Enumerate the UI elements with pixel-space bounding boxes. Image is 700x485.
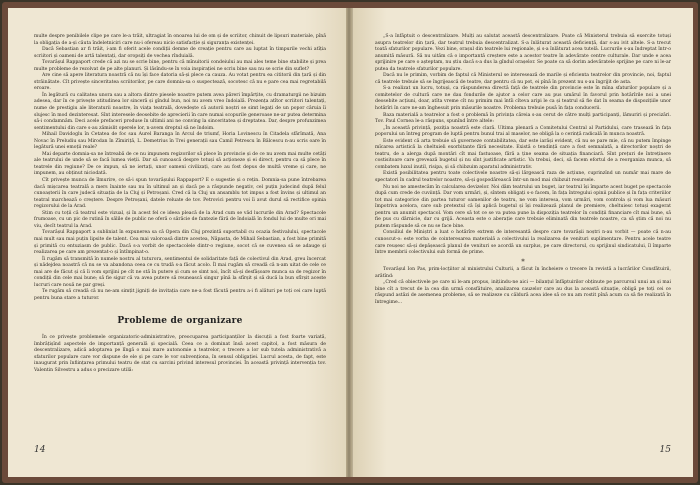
paragraph: Nu noi ne amestecăm în calcularea devizelor. Noi dăm teatrului un buget, iar teatrul își împarte acest buget pe spectacole după cum crede de cuviință. Dar vom urmări, și, sîntem obligați s-o facem, în fața întregului opinii publice și în fața criteriilor tot mai categorice din partea tuturor oamenilor de teatru, ne vom interesa, vom urmări, vom controla și vom lua măsuri împotriva acelora, care sub pretextul că își aplică bugetul și își realizează planul de premiere, cheltuiesc totuși exagerat pentru un anumit spectacol. Vom cere să tot ce se va putea pune la dispoziția teatrelor în condiții financiare cît mai bune, să fie pus cu dărnicie, dar cu grijă. Aceasta este o aberație care trebuie eliminată din teatrele noastre, ca să știm că noi nu putem răspunde să ce nu se face bine. [375, 184, 671, 229]
paragraph: Există posibilitatea pentru toate colectivele noastre să-și lărgească raza de acțiune, cuprinzînd un număr mai mare de spectatori în cadrul teatrelor noastre, să-și gospodărească într-un mod mai chibzuit resursele. [375, 171, 671, 184]
paragraph: Are cine să apere literatura noastră că nu își face datoria să-și plece ca cauza. Au votat pentru ea cititorii din țară și din străinătate. Cît privește sinceritatea scriitorilor, pe care domnia-sa o suspectează, socotesc că nu e pare cea mai regretabilă eroare. [34, 73, 326, 92]
paragraph: Îi rugăm să transmită în numele nostru al tuturora, sentimentul de solidaritate față de colectivul din Arad, greu încercat și nădejdea noastră că nu se va abandona ceea ce cu trudă s-a făcut acolo. Îl mai rugăm să creadă că n-am uitat de cele ce mai are de făcut și că îi vom sprijini pe cît ne stă în putere și cum se simt noi, încît să-și desfășoare munca sa de regizor în condiții din cele mai bune; să fie sigur că va avea putere să reunească singur pînă la sfîrșit și să ducă la bun sfîrșit aceste lucruri care nouă ne par greși. [34, 256, 326, 288]
right-page-text [375, 34, 671, 306]
paragraph: S-a realizat un lucru, totuși, ca răspunderea directă față de teatrele din provincie este în mîna sfaturilor populare și a comitetelor de cultură care ne dau fondurile de ajutor a celor care au pus umărul în favorul prin hotărîrile noi a unei deosebite acțiuni, doar, atîta vreme cît nu primim mai întîi cîteva aripi le ca și teatrul să fie dat în seama de dispozițiile unor hotărîri în care ne-am înghesuit prin măsurile noastre. Problema trebuie pusă în fața conducerii. [375, 86, 671, 112]
paragraph: Dacă Sebastian ar fi trăit, i-am fi oferit acele condiții demne de creație pentru care au luptat în timpurile vechi atîția scriitori și oameni de artă talentați, dar oropsiți de vechea rînduială. [34, 47, 326, 59]
paragraph: Cît privește munca de îlmurire, ce să-i spun tovarășului Rappaport? E o sugestie și o rețin. Domnia-sa pune întrebarea dacă mișcarea teatrală a mers înainte sau nu în ultimul an și dacă pe a răspunde negativ, cel puțin judecind după felul cunoașterii în care judecă situația de la Cluj și Petroșani. Cred că la Cluj un ansamblu tot impus a fost învins și ultimul an teatral marchează o creștere. Despre Petroșani, datele reluate de tov. Petrovici pentru voi îi avut durul să rectifice opinia regizorului de la Arad. [34, 178, 326, 210]
paragraph: multe despre penibilele clipe pe care le-a trăit, ultragiat în onoarea lui de om și de scriitor, chinuit de lipsuri materiale, pînă la obligația de a-și căuta îndeletniciri care nu-i ofereau nicio satisfacție și siguranța existenței. [34, 34, 326, 46]
paragraph: „În această privință, poziția noastră este clară. Ultima plenară a Comitetului Central al Partidului, care trasează în fața poporului un întreg program de luptă pentru bunul trai al maselor, ne obligă la o cerință radicală în munca noastră. [375, 125, 671, 138]
paragraph: Tovarășul Ion Pas, prim-locțiitor al ministrului Culturii, a făcut în încheiere o trecere în revistă a lucrărilor Consfătuirii, arătînd: [375, 267, 671, 279]
paragraph: Mai departe domnia-sa ne întreabă de ce nu impunem regizorilor să plece în provincie și de ce nu avem mai multe cetăți ale teatrului de unde să se facă lumea vieții. Dar să cunoască despre totuși să acționeze și ei direct, pentru ca să plece în teatrele din regiune? De ce impun, să ne iertați, unor oameni civilizați, care au fost depus de multă vreme și care, ne impunem, au obținut niciodată. [34, 151, 326, 177]
right-page [352, 8, 693, 477]
left-page-text [34, 34, 326, 374]
left-page [8, 8, 347, 477]
paragraph: Este evident că arta trebuie să guverneze contabilitatea, dar este iarăși evident, că nu se pare mie, că nu putem împinge mîcarea artistică la cheltuieli exorbitante fără necesitate. Există o tendință care a fost semnalată, a directorilor noștri de teatru, de a alerga după montări cît mai fastuoase, fără a ține seama de situația financiară. Sînt prețuri de întreținere costisitoare care grevează bugetul și nu sînt justificate artistic. Va trebui, deci, să facem efortul de a reorganiza munca, să combatem luxul inutil, risipa, și să chibzuim aparatul administrativ. [375, 138, 671, 170]
book-spread [2, 2, 698, 483]
section-separator: * [521, 257, 525, 266]
paragraph: Tovarășul Rappaport crede că azi nu se scrie bine, pentru că mînuitorii condeiului au mai ales teme bine stabilite și prea multe probleme de rezolvat de pe alte planuri. Și lăsîndu-se în voia inspirației ne scriu bine sau nu se scrie din suflet? [34, 60, 326, 72]
paragraph: Tovarășul Rappaport a subliniat în expunerea sa că Opera din Cluj prezintă suportabil cu ocazia festivalului, spectacole mai mult sau mai puțin lipsite de talent. Cea mai valoroasă dintre acestea, Năpasta, de Mihail Sebastian, a fost bine primită și primită cu entuziasm de public. Dacă s-a vorbit de spectacolele dintr-o regiune, socot că se cuvenea să se adauge și realizarea pe care am prezentat-o și întîmpinat-o. [34, 230, 326, 256]
paragraph: Dacă nu le primim, vorbim de faptul că Ministerul se interesează de marile și eficienta teatrelor din provincie, noi, faptul că teatrele trebuie să se îngrijească de teatre, dar pentru că nu pot, ei pînă în prezent nu s-au îngrijit de asta. [375, 73, 671, 85]
paragraph: Baza materială a teatrelor a fost o problemă în privința căreia s-au cerut de către mulți participanți, lămuriri și precizări. Tov. Paul Cornea le-a răspuns, spunînd între altele: [375, 112, 671, 125]
page-number-left: 14 [34, 445, 46, 455]
page-number-right: 15 [659, 445, 671, 455]
section-title: Probleme de organizare [117, 316, 243, 327]
paragraph: Mihail Davidoglu în Cetatea de foc sau Aurel Baranga în Arcul de triumf, Horia Lovinescu în Citadela sfărîmată, Ana Novac în Preludiu sau Mirodan în Zîmiriță, L. Demetrius în Trei generații sau Camil Petrescu în Bălcescu n-au scris oare în legătură unei emoții reale? [34, 132, 326, 151]
paragraph: „S-a înfăptuit o descentralizare. Mulți au salutat această descentralizare. Poate că Ministerul trebuia să exercite totuși asupra teatrelor din țară, dar teatrul trebuia descentralizat. S-a înlăturat această deficiență, dar s-au ivit altele. S-a trecut toată sfaturilor populare. Vezi bine, orașul din teatrele lui regionale, și s-a înlăturat acea tutelă. Lucrurile s-au îndreptat într-o anumită măsură. Să nu uităm că o importantă creștere este a acestor teatre în adevărate centre culturale. Dar unde e acea sprijinire pe care o așteptam, nu știu dacă s-a dus la gîndul orașelor. Se poate ca să dorim adevăratele sprijine pe care ni le-ar putea da teatrele sfaturilor populare. [375, 34, 671, 72]
paragraph: În ce privește problemele organizatoric-administrative, preocuparea participanților la discuții a fost foarte variată, îmbrățișînd aspectele de importanță generală și specială. Ceea ce a dominat însă acest capitol, a fost măsura de descentralizare, adică adoptarea pe lîngă o mai mare autonomie a teatrelor, o trecere a lor sub tutela administrativă a sfaturilor populare care vor dispune de ele și pe care le vor subvenționa, în sensul obligației. Lucrul acesta, de fapt, este inaugurat prin înființarea primului teatru de stat cu sarcini privind interesul provinciei. În această privință intervenția tov. Valentin Silvestru a adus o precizare utilă: [34, 334, 326, 373]
paragraph: Stim cu toții că teatrul este vizual, și în acest fel ce ideea pleacă de la Arad cum se văd lucrurile din Arad? Spectacole frumoase, cu un pic de rutină în sălile de public ne oferă o sărăcie de fantezie fără de îndoială în fondul lui de multe ori mai viu, decît teatrul la Arad. [34, 210, 326, 229]
paragraph: În legătură cu calitatea unora sau a altora dintre piesele noastre putem avea păreri împărțite, cu dramaturgii ne bizuim adesea, dar în ce privește atitudinea lor sinceră și gîndul bun, noi nu avem vreo îndoială. Prezența atîtor scriitori talentați, nume de prestigiu ale literaturii noastre, în viața teatrală, dovedește că autorii noștri se simt legați de un popor căruia îi slujesc în mod dezinteresat. Sînt interesele deosebite de aprecierii în care numai scopurile generoase ne-ar putea determina să-i condamnăm. Deci acele prefaceri produse în ultimii ani ne conving la sinceritatea și dreptatea. Dar, despre profunzimea sentimentului din care s-au zămislit operele lor, n-avem dreptul să ne îndoim. [34, 92, 326, 131]
paragraph: Consiliul de Miniștri a luat o hotărîre extrem de interesantă despre care tovarășii noștri n-au vorbit — poate că n-au cunoscut-o: este vorba de cointeresarea materială a colectivului la realizarea de venituri suplimentare. Pentru acele teatre care reușesc să-și depășească planul de venituri se acordă un surplus, pe care directorul, cu sprijinul sindicatului, îl împarte între membrii colectivului sub formă de prime. [375, 230, 671, 256]
paragraph: Te rugăm să creadă că nu ne-am simțit jigniți de invitația care ne-a fost făcută pentru a-i fi alături pe toți cei care luptă pentru buna stare a tuturor. [34, 289, 326, 301]
paragraph: „Cred că obiectivele pe care ni le-am propus, inițiindu-ne aici — bilanțul înfăptuirilor obținute pe parcursul unui an și mai bine cît a trecut de la cea din urmă consfătuire, analizarea cauzelor care au dus la această situație, obligă pe toți cei ce răspund astăzi de asemenea probleme, să se realizeze cu căldură acea idee să ce nu am rostit pînă acum ca să fie realizată în întregime... [375, 280, 671, 305]
